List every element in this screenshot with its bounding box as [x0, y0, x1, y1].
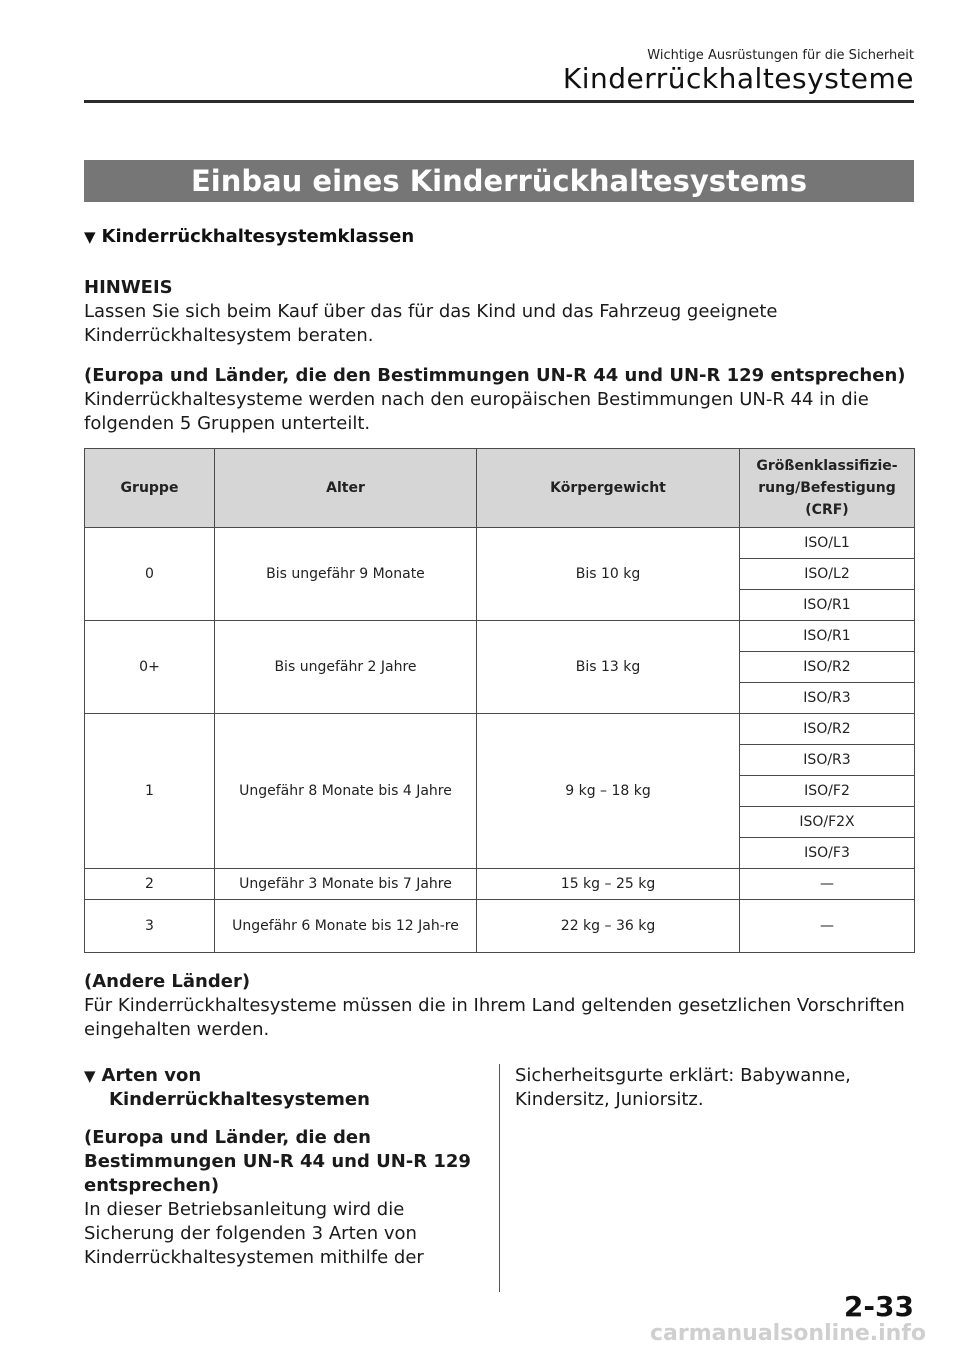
group-table: [84, 448, 915, 953]
cell-crf: ISO/L2: [740, 559, 915, 590]
header-crf: Größenklassifizie-rung/Befestigung (CRF): [740, 449, 915, 528]
header-gruppe: Gruppe: [85, 449, 215, 528]
triangle-down-icon: ▼: [84, 228, 96, 246]
table-row: [85, 900, 915, 953]
section2-body: [84, 1126, 484, 1270]
cell-crf: ISO/F2X: [740, 807, 915, 838]
cell-gruppe: 3: [85, 900, 215, 953]
eu-text: Kinderrückhaltesysteme werden nach den europäischen Bestimmungen UN-R 44 in die folgenden 5 Gruppen unterteilt.: [84, 389, 869, 434]
watermark: carmanualsonline.info: [650, 1321, 926, 1346]
cell-gewicht: 15 kg – 25 kg: [477, 869, 740, 900]
section1-heading: [84, 226, 414, 247]
cell-gewicht: Bis 10 kg: [477, 528, 740, 621]
other-countries-block: [84, 970, 914, 1042]
section2-left-text: In dieser Betriebsanleitung wird die Sicherung der folgenden 3 Arten von Kinderrückhaltesystemen mithilfe der: [84, 1199, 424, 1268]
section2-heading-line2: Kinderrückhaltesystemen: [109, 1089, 370, 1110]
header-gewicht: Körpergewicht: [477, 449, 740, 528]
cell-alter: Bis ungefähr 9 Monate: [215, 528, 477, 621]
header-title: Kinderrückhaltesysteme: [562, 62, 914, 95]
cell-crf: ISO/R1: [740, 621, 915, 652]
other-heading: (Andere Länder): [84, 971, 251, 992]
triangle-down-icon: ▼: [84, 1067, 96, 1085]
cell-gruppe: 0: [85, 528, 215, 621]
cell-crf: ISO/F2: [740, 776, 915, 807]
section2-eu-heading: (Europa und Länder, die den Bestimmungen UN-R 44 und UN-R 129 entsprechen): [84, 1127, 471, 1196]
section-banner: Einbau eines Kinderrückhaltesystems: [84, 160, 914, 202]
page-number: 2-33: [843, 1290, 914, 1323]
cell-crf: ISO/R2: [740, 652, 915, 683]
table-row: [85, 528, 915, 559]
section2-heading-text: Arten von: [101, 1065, 202, 1086]
cell-gewicht: 22 kg – 36 kg: [477, 900, 740, 953]
eu-heading: (Europa und Länder, die den Bestimmungen UN-R 44 und UN-R 129 entsprechen): [84, 365, 906, 386]
cell-crf: ISO/R1: [740, 590, 915, 621]
cell-alter: Bis ungefähr 2 Jahre: [215, 621, 477, 714]
cell-gruppe: 2: [85, 869, 215, 900]
cell-alter: Ungefähr 8 Monate bis 4 Jahre: [215, 714, 477, 869]
cell-crf: ISO/F3: [740, 838, 915, 869]
table-row: [85, 869, 915, 900]
cell-crf: ISO/L1: [740, 528, 915, 559]
note-text: Lassen Sie sich beim Kauf über das für das Kind und das Fahrzeug geeignete Kinderrückhaltesystem beraten.: [84, 301, 778, 346]
cell-gewicht: Bis 13 kg: [477, 621, 740, 714]
header-rule: [84, 100, 914, 103]
section2-heading: [84, 1064, 484, 1112]
cell-alter: Ungefähr 6 Monate bis 12 Jah-re: [215, 900, 477, 953]
section2-right-text: Sicherheitsgurte erklärt: Babywanne, Kindersitz, Juniorsitz.: [515, 1065, 851, 1110]
cell-gewicht: 9 kg – 18 kg: [477, 714, 740, 869]
header-subtitle: Wichtige Ausrüstungen für die Sicherheit: [647, 48, 914, 63]
cell-gruppe: 1: [85, 714, 215, 869]
cell-crf: ISO/R3: [740, 745, 915, 776]
table-row: [85, 621, 915, 652]
cell-crf: —: [740, 900, 915, 953]
table-header-row: [85, 449, 915, 528]
note-label: HINWEIS: [84, 277, 173, 298]
section2-heading-line1: [84, 1064, 484, 1088]
cell-gruppe: 0+: [85, 621, 215, 714]
header-alter: Alter: [215, 449, 477, 528]
cell-alter: Ungefähr 3 Monate bis 7 Jahre: [215, 869, 477, 900]
note-block: [84, 276, 914, 348]
cell-crf: ISO/R2: [740, 714, 915, 745]
column-divider: [499, 1064, 500, 1292]
other-text: Für Kinderrückhaltesysteme müssen die in Ihrem Land geltenden gesetzlichen Vorschriften eingehalten werden.: [84, 995, 905, 1040]
section1-heading-text: Kinderrückhaltesystemklassen: [101, 226, 415, 247]
table-row: [85, 714, 915, 745]
cell-crf: ISO/R3: [740, 683, 915, 714]
eu-block: [84, 364, 914, 436]
cell-crf: —: [740, 869, 915, 900]
